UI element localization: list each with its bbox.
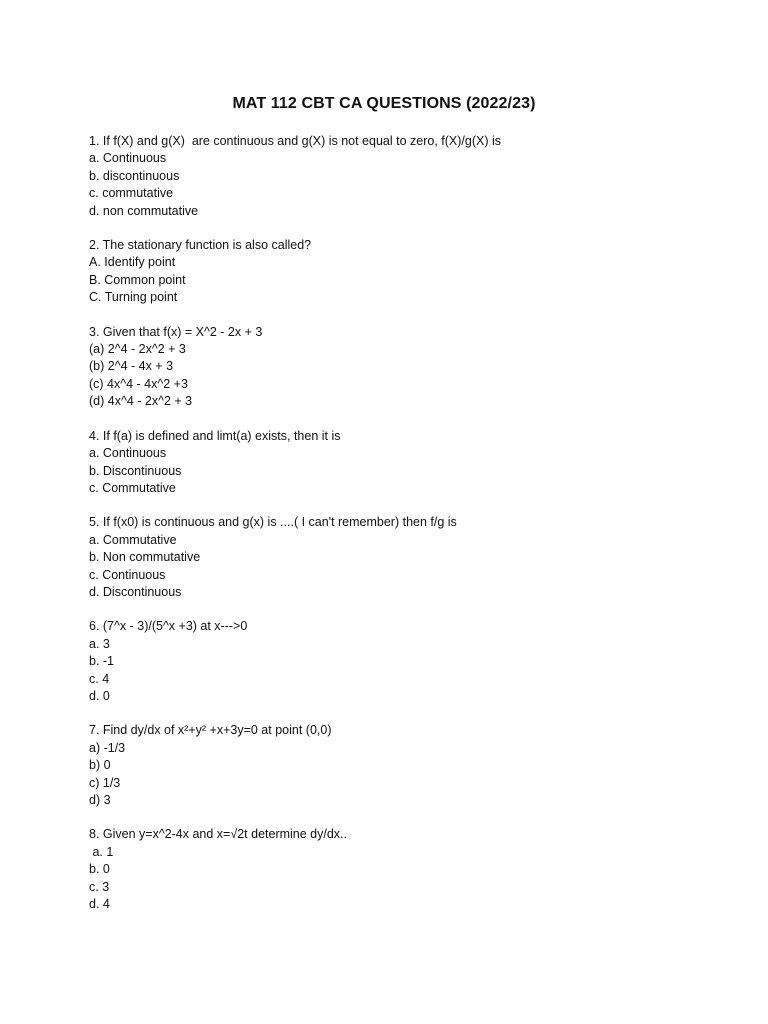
question-1: [89, 133, 709, 220]
option: b. 0: [89, 862, 110, 877]
option: b. Non commutative: [89, 550, 201, 565]
question-text: 8. Given y=x^2-4x and x=√2t determine dy/dx..: [89, 827, 347, 842]
option: c. Continuous: [89, 567, 166, 582]
option: d. 4: [89, 897, 110, 912]
question-text: 6. (7^x - 3)/(5^x +3) at x--->0: [89, 619, 248, 634]
option: a. 1: [89, 844, 114, 859]
document-title: MAT 112 CBT CA QUESTIONS (2022/23): [232, 95, 536, 112]
question-text: 7. Find dy/dx of x²+y² +x+3y=0 at point (0,0): [89, 723, 332, 738]
question-text: 4. If f(a) is defined and limt(a) exists, then it is: [89, 428, 341, 443]
option: a. Continuous: [89, 151, 167, 166]
option: c) 1/3: [89, 775, 121, 790]
option: d) 3: [89, 793, 111, 807]
question-4: [89, 428, 709, 498]
option: b. discontinuous: [89, 168, 180, 183]
option: B. Common point: [89, 272, 186, 287]
option: (b) 2^4 - 4x + 3: [89, 359, 174, 374]
question-text: 1. If f(X) and g(X) are continuous and g(X) is not equal to zero, f(X)/g(X) is: [89, 134, 501, 148]
option: A. Identify point: [89, 255, 176, 270]
option: a. Continuous: [89, 446, 167, 461]
question-text: 3. Given that f(x) = X^2 - 2x + 3: [89, 324, 263, 339]
question-8: [89, 826, 709, 913]
option: d. 0: [89, 688, 110, 703]
option: b. Discontinuous: [89, 463, 182, 478]
question-text: 2. The stationary function is also called?: [89, 238, 312, 253]
question-3: [89, 324, 709, 411]
question-list: [89, 133, 709, 930]
option: a. Commutative: [89, 532, 177, 547]
option: d. Discontinuous: [89, 584, 182, 599]
option: c. Commutative: [89, 480, 176, 495]
option: c. commutative: [89, 186, 174, 201]
question-7: [89, 722, 709, 809]
option: c. 4: [89, 671, 110, 686]
option: b. -1: [89, 654, 115, 669]
option: C. Turning point: [89, 290, 178, 305]
question-6: [89, 618, 709, 705]
option: (d) 4x^4 - 2x^2 + 3: [89, 394, 193, 409]
option: b) 0: [89, 758, 111, 773]
question-5: [89, 514, 709, 601]
option: c. 3: [89, 879, 110, 894]
option: (a) 2^4 - 2x^2 + 3: [89, 342, 186, 357]
option: a) -1/3: [89, 740, 126, 755]
question-2: [89, 237, 709, 307]
option: d. non commutative: [89, 203, 199, 218]
question-text: 5. If f(x0) is continuous and g(x) is ....( I can't remember) then f/g is: [89, 515, 457, 530]
option: (c) 4x^4 - 4x^2 +3: [89, 376, 188, 391]
option: a. 3: [89, 636, 110, 651]
